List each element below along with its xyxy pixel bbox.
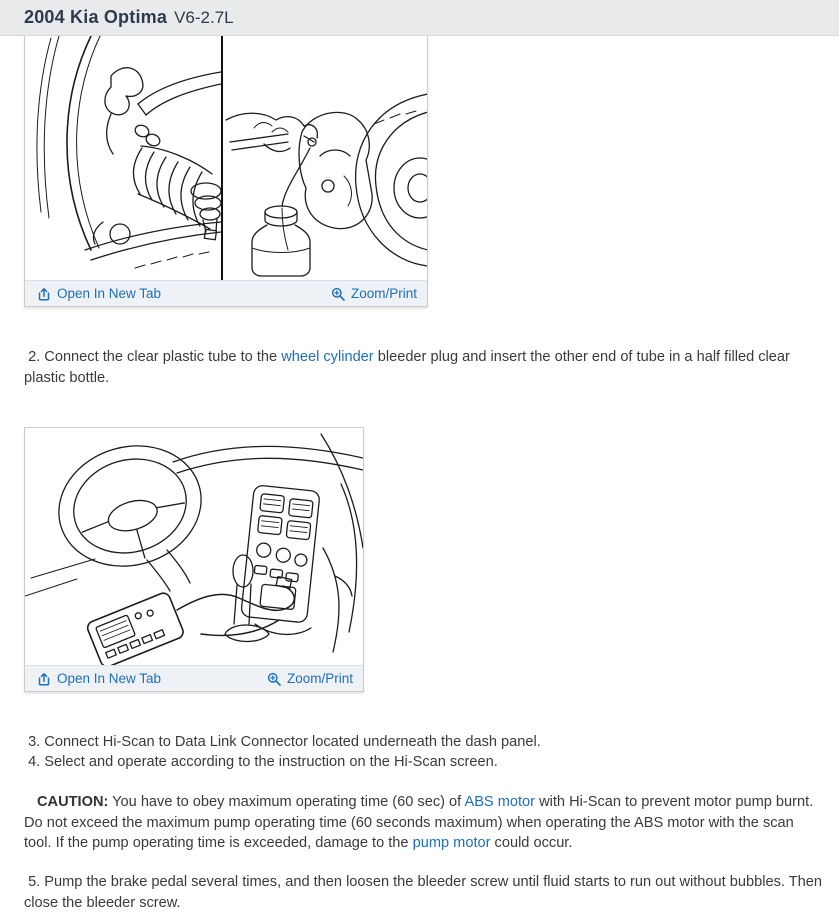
vehicle-title: 2004 Kia Optima <box>24 7 168 27</box>
open-in-new-tab-label: Open In New Tab <box>57 286 162 301</box>
zoom-print-label: Zoom/Print <box>350 286 417 301</box>
hiscan-dash-drawing <box>25 428 363 666</box>
inline-link[interactable]: wheel cylinder <box>281 349 374 365</box>
bleed-bottle-drawing <box>224 36 427 280</box>
vehicle-engine: V6-2.7L <box>174 7 234 27</box>
caution-text <box>24 792 824 854</box>
step-3-text: 3. Connect Hi-Scan to Data Link Connector located underneath the dash panel. <box>24 734 541 750</box>
zoom-print-icon <box>267 672 281 686</box>
zoom-print-link[interactable] <box>331 286 417 301</box>
open-in-new-tab-link[interactable] <box>37 671 161 686</box>
text-segment: could occur. <box>490 835 573 852</box>
inline-link[interactable]: pump motor <box>412 835 491 852</box>
open-in-new-tab-link[interactable] <box>37 286 161 301</box>
bold-text: CAUTION: <box>37 794 109 810</box>
zoom-print-link[interactable] <box>267 671 353 686</box>
figure2-toolbar <box>25 665 363 691</box>
open-in-new-tab-icon <box>37 287 51 301</box>
step-4-text: 4. Select and operate according to the instruction on the Hi-Scan screen. <box>24 754 498 770</box>
figure1-toolbar <box>25 280 427 306</box>
text-segment: You have to obey maximum operating time (60 sec) of <box>108 794 465 810</box>
figure-panel-hiscan <box>24 427 364 692</box>
figure-panel-bleeder <box>24 36 428 307</box>
figure-bleeder-image <box>25 36 427 280</box>
figure-hiscan-image <box>25 428 363 666</box>
text-segment: bleeder plug and insert the other end of tube in a half filled clear plastic bottle. <box>24 349 794 386</box>
figure-divider <box>221 36 223 280</box>
step-5-text: 5. Pump the brake pedal several times, and then loosen the bleeder screw until fluid starts to run out without bubbles. Then close the bleeder screw. <box>24 874 827 911</box>
text-segment: with Hi-Scan to prevent motor pump burnt. Do not exceed the maximum pump operating time (60 seconds maximum) when operating the ABS motor with the scan tool. If the pump operating time is exceeded, damage to the <box>24 794 818 852</box>
inline-link[interactable]: ABS motor <box>464 794 536 810</box>
open-in-new-tab-icon <box>37 672 51 686</box>
text-segment: 2. Connect the clear plastic tube to the <box>24 349 282 365</box>
zoom-print-label: Zoom/Print <box>286 671 353 686</box>
open-in-new-tab-label: Open In New Tab <box>57 671 162 686</box>
wheel-cylinder-drawing <box>25 36 221 280</box>
vehicle-header <box>0 0 839 36</box>
step-2-text <box>24 347 824 388</box>
zoom-print-icon <box>331 287 345 301</box>
